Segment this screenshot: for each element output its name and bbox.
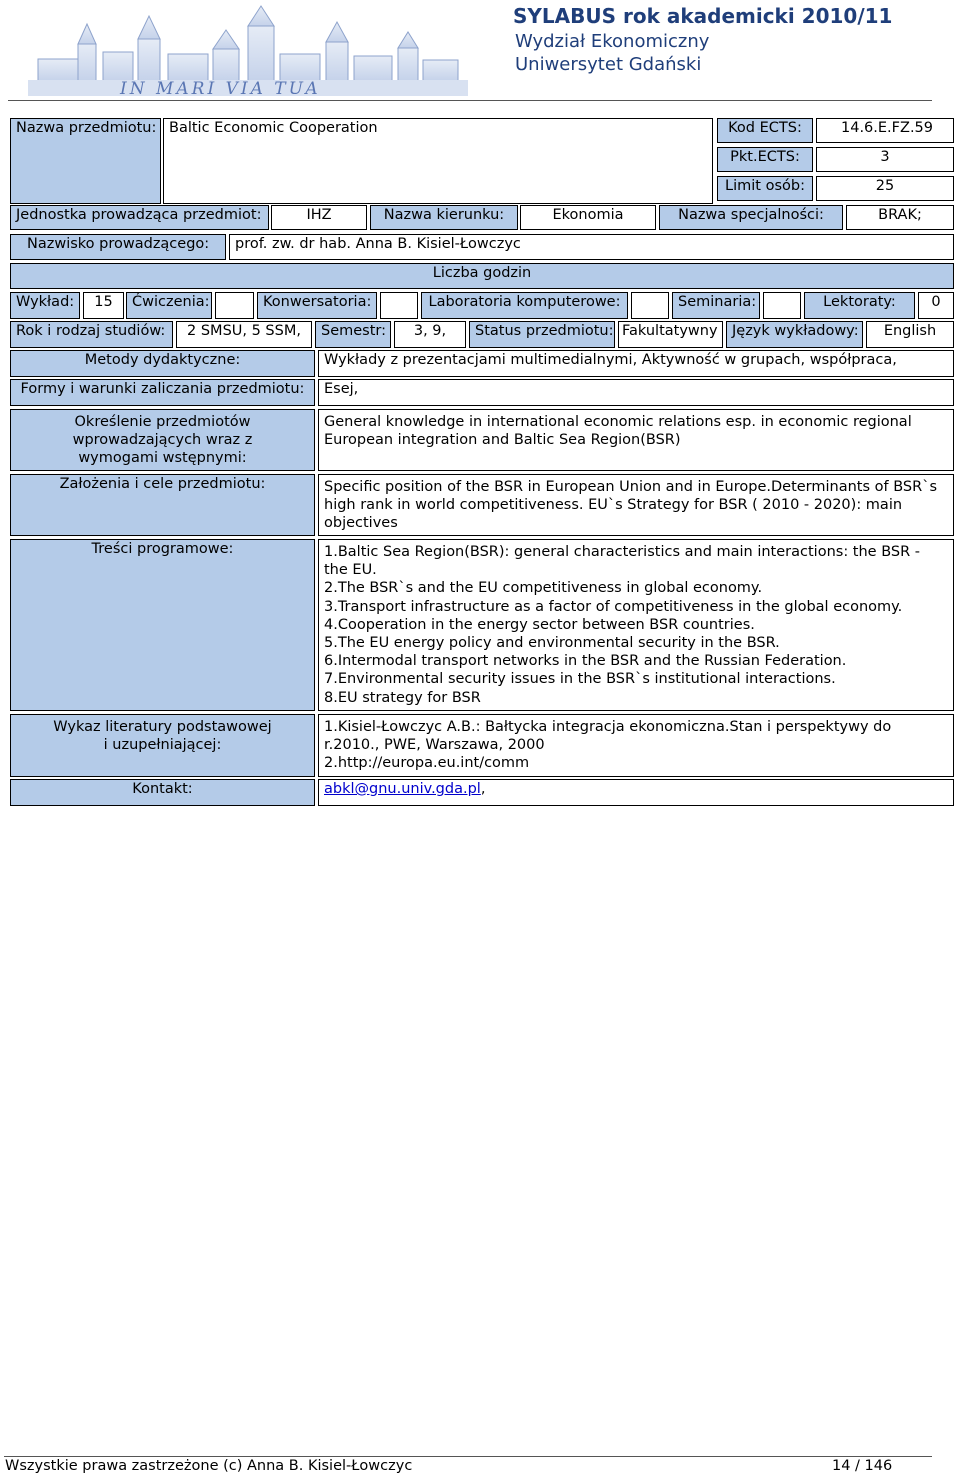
unit-value: IHZ — [271, 205, 367, 230]
literature-item-2: 2.http://europa.eu.int/comm — [324, 755, 530, 772]
spec-label: Nazwa specjalności: — [659, 205, 843, 230]
lab-value — [631, 292, 669, 319]
seminar-value — [763, 292, 801, 319]
content-item-1: 1.Baltic Sea Region(BSR): general characteristics and main interactions: the BSR - the EU. — [324, 544, 921, 579]
content-list — [318, 539, 954, 711]
limit-label: Limit osób: — [717, 176, 813, 201]
syllabus-title: SYLABUS rok akademicki 2010/11 — [513, 4, 893, 28]
methods-label: Metody dydaktyczne: — [10, 350, 315, 377]
contact-email-link[interactable]: abkl@gnu.univ.gda.pl — [324, 781, 481, 797]
goals-value: Specific position of the BSR in European Union and in Europe.Determinants of BSR`s high rank in world competitiveness. EU`s Strategy for BSR ( 2010 - 2020): main objectives — [318, 474, 954, 536]
exercises-value — [215, 292, 254, 319]
lecture-hours-label: Wykład: — [10, 292, 80, 319]
lektorat-value: 0 — [918, 292, 954, 319]
lecture-hours-value: 15 — [83, 292, 124, 319]
contact-value — [318, 779, 954, 806]
seminar-label: Seminaria: — [672, 292, 760, 319]
gdansk-skyline-icon — [8, 4, 470, 96]
study-year-label: Rok i rodzaj studiów: — [10, 321, 173, 348]
footer-copyright: Wszystkie prawa zastrzeżone (c) Anna B. Kisiel-Łowczyc — [5, 1458, 413, 1474]
content-item-8: 8.EU strategy for BSR — [324, 689, 481, 706]
forms-label: Formy i warunki zaliczania przedmiotu: — [10, 379, 315, 406]
literature-label: Wykaz literatury podstawowej i uzupełniającej: — [10, 714, 315, 777]
goals-label: Założenia i cele przedmiotu: — [10, 474, 315, 536]
header-logo-banner — [8, 4, 470, 96]
exercises-label: Ćwiczenia: — [126, 292, 212, 319]
field-label: Nazwa kierunku: — [370, 205, 518, 230]
status-value: Fakultatywny — [618, 321, 723, 348]
lecturer-value: prof. zw. dr hab. Anna B. Kisiel-Łowczyc — [229, 234, 954, 260]
prereq-label: Określenie przedmiotów wprowadzających wraz z wymogami wstępnymi: — [10, 409, 315, 471]
methods-value: Wykłady z prezentacjami multimedialnymi, Aktywność w grupach, współpraca, — [318, 350, 954, 377]
contact-label: Kontakt: — [10, 779, 315, 806]
prereq-value: General knowledge in international economic relations esp. in economic regional European integration and Baltic Sea Region(BSR) — [318, 409, 954, 471]
ects-points-label: Pkt.ECTS: — [717, 147, 813, 172]
content-item-6: 6.Intermodal transport networks in the BSR and the Russian Federation. — [324, 653, 847, 670]
forms-value: Esej, — [318, 379, 954, 406]
lecturer-label: Nazwisko prowadzącego: — [10, 234, 226, 260]
semester-label: Semestr: — [315, 321, 391, 348]
field-value: Ekonomia — [520, 205, 656, 230]
spec-value: BRAK; — [846, 205, 954, 230]
content-item-2: 2.The BSR`s and the EU competitiveness in global economy. — [324, 580, 763, 597]
limit-value: 25 — [816, 176, 954, 201]
header-divider — [8, 100, 932, 101]
course-name-value: Baltic Economic Cooperation — [163, 118, 713, 204]
lab-label: Laboratoria komputerowe: — [421, 292, 628, 319]
conversatory-label: Konwersatoria: — [257, 292, 377, 319]
content-item-5: 5.The EU energy policy and environmental security in the BSR. — [324, 635, 780, 652]
faculty-name: Wydział Ekonomiczny — [515, 31, 710, 52]
language-label: Język wykładowy: — [726, 321, 863, 348]
literature-list — [318, 714, 954, 777]
language-value: English — [866, 321, 954, 348]
unit-label: Jednostka prowadząca przedmiot: — [10, 205, 269, 230]
footer-page-number: 14 / 146 — [832, 1458, 893, 1474]
hours-title: Liczba godzin — [10, 263, 954, 289]
status-label: Status przedmiotu: — [469, 321, 615, 348]
literature-item-1: 1.Kisiel-Łowczyc A.B.: Bałtycka integracja ekonomiczna.Stan i perspektywy do r.2010., PWE, Warszawa, 2000 — [324, 719, 892, 754]
course-name-label: Nazwa przedmiotu: — [10, 118, 161, 204]
content-item-7: 7.Environmental security issues in the BSR`s institutional interactions. — [324, 671, 836, 688]
conversatory-value — [380, 292, 418, 319]
contact-suffix: , — [480, 781, 486, 797]
ects-code-value: 14.6.E.FZ.59 — [816, 118, 954, 143]
footer-divider — [4, 1456, 932, 1457]
study-year-value: 2 SMSU, 5 SSM, — [176, 321, 312, 348]
content-item-4: 4.Cooperation in the energy sector between BSR countries. — [324, 616, 755, 633]
content-item-3: 3.Transport infrastructure as a factor of competitiveness in the global economy. — [324, 598, 903, 615]
semester-value: 3, 9, — [394, 321, 466, 348]
content-label: Treści programowe: — [10, 539, 315, 711]
ects-points-value: 3 — [816, 147, 954, 172]
logo-motto: IN MARI VIA TUA — [120, 79, 321, 96]
university-name: Uniwersytet Gdański — [515, 54, 702, 75]
lektorat-label: Lektoraty: — [804, 292, 915, 319]
ects-code-label: Kod ECTS: — [717, 118, 813, 143]
